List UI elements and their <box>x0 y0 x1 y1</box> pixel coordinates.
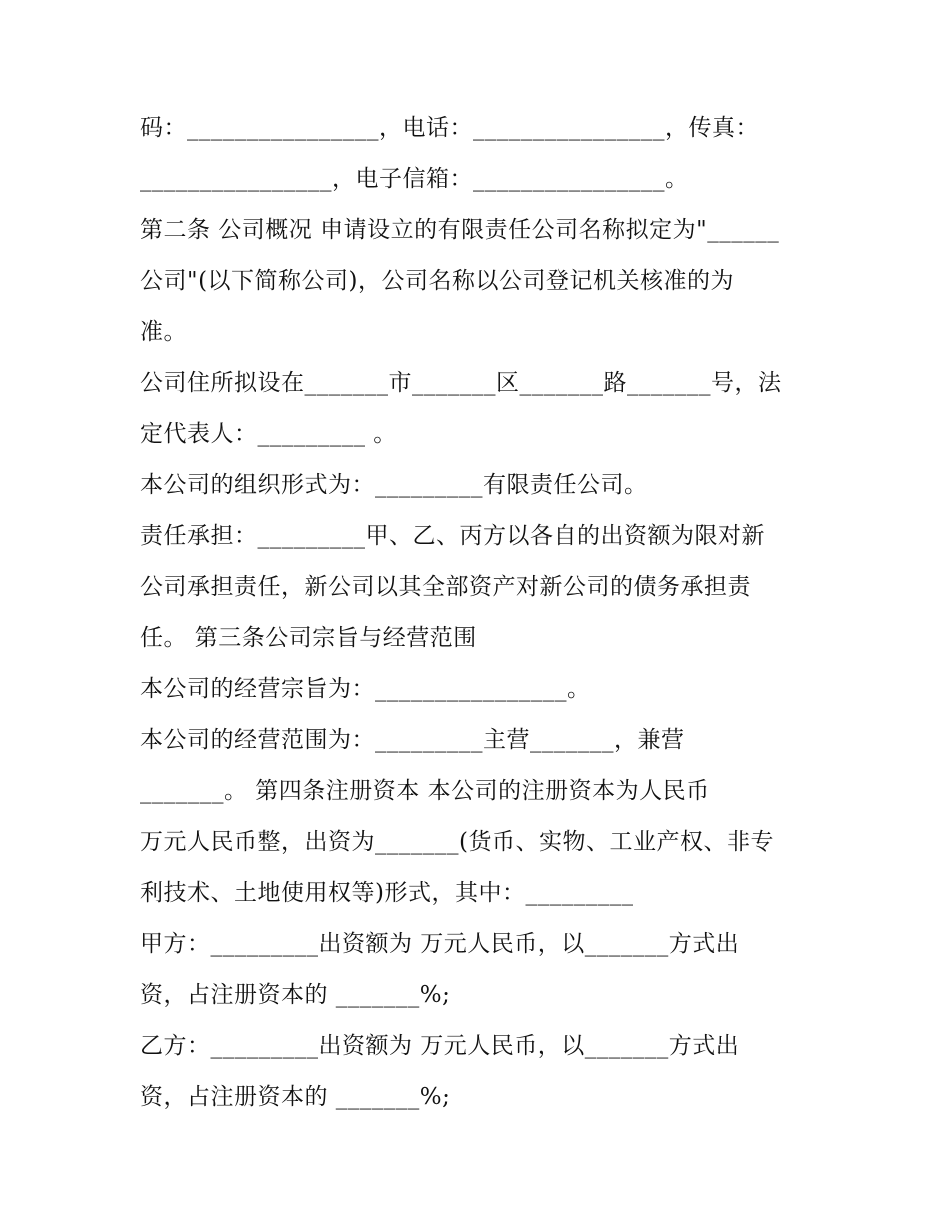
text-line: 本公司的经营范围为：_________主营_______，兼营 <box>140 727 685 753</box>
text-line: 定代表人：_________ 。 <box>140 421 397 447</box>
text-line: 码：________________，电话：________________，传真： <box>140 115 759 141</box>
text-line: 资，占注册资本的 _______%; <box>140 982 451 1008</box>
text-line: 利技术、土地使用权等)形式，其中：_________ <box>140 880 634 906</box>
text-line: 公司住所拟设在_______市_______区_______路_______号，法 <box>140 370 782 396</box>
text-line: 准。 <box>140 319 187 345</box>
text-line: 甲方：_________出资额为 万元人民币，以_______方式出 <box>140 931 740 957</box>
text-line: 万元人民币整，出资为_______(货币、实物、工业产权、非专 <box>140 829 774 855</box>
text-line: 责任承担：_________甲、乙、丙方以各自的出资额为限对新 <box>140 523 765 549</box>
document-body <box>140 103 820 1123</box>
text-line: 本公司的经营宗旨为：________________。 <box>140 676 591 702</box>
text-line: 第二条 公司概况 申请设立的有限责任公司名称拟定为"______ <box>140 217 780 243</box>
text-line: 任。 第三条公司宗旨与经营范围 <box>140 625 477 651</box>
text-line: 资，占注册资本的 _______%; <box>140 1084 451 1110</box>
text-line: 本公司的组织形式为：_________有限责任公司。 <box>140 472 648 498</box>
text-line: 公司"(以下简称公司)，公司名称以公司登记机关核准的为 <box>140 268 735 294</box>
text-line: 乙方：_________出资额为 万元人民币，以_______方式出 <box>140 1033 740 1059</box>
text-line: 公司承担责任，新公司以其全部资产对新公司的债务承担责 <box>140 574 751 600</box>
text-line: ________________，电子信箱：________________。 <box>140 166 689 192</box>
text-line: _______。 第四条注册资本 本公司的注册资本为人民币 <box>140 778 710 804</box>
